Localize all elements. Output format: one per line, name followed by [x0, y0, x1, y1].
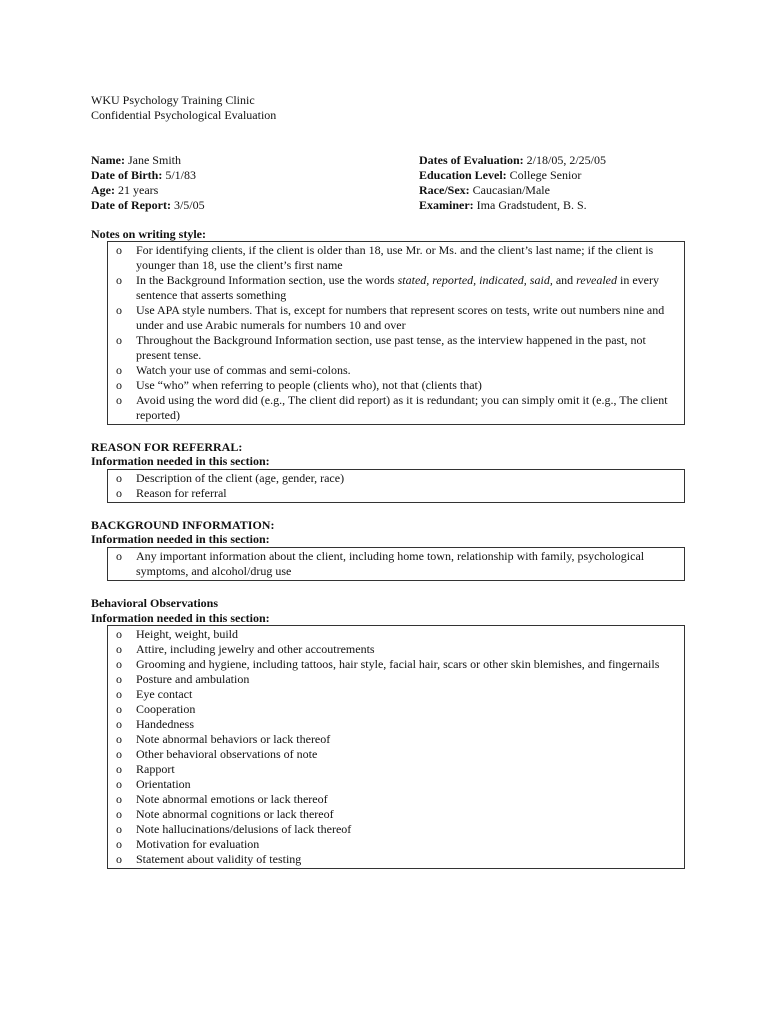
- info-age: Age: 21 years: [91, 183, 159, 197]
- bullet-icon: o: [116, 243, 122, 257]
- list-item: o Reason for referral: [116, 486, 227, 500]
- bullet-icon: o: [116, 471, 122, 485]
- bullet-icon: o: [116, 378, 122, 392]
- list-item: o Posture and ambulation: [116, 672, 250, 686]
- info-education-level: Education Level: College Senior: [419, 168, 582, 182]
- bullet-icon: o: [116, 702, 122, 716]
- bullet-icon: o: [116, 627, 122, 641]
- behavioral-box: [107, 625, 685, 869]
- list-item: o Note abnormal behaviors or lack thereof: [116, 732, 331, 746]
- bullet-icon: o: [116, 837, 122, 851]
- bullet-icon: o: [116, 642, 122, 656]
- background-box: [107, 547, 685, 581]
- bullet-icon: o: [116, 333, 122, 347]
- list-item: o Use APA style numbers. That is, except for numbers that represent scores on tests, write out numbers nine and under and use Arabic numerals for numbers 10 and over: [116, 303, 665, 332]
- list-item: o Statement about validity of testing: [116, 852, 302, 866]
- bullet-icon: o: [116, 657, 122, 671]
- list-item: o Height, weight, build: [116, 627, 238, 641]
- list-item: o Use “who” when referring to people (clients who), not that (clients that): [116, 378, 482, 392]
- info-date-of-report: Date of Report: 3/5/05: [91, 198, 205, 212]
- document-title: Confidential Psychological Evaluation: [91, 108, 277, 122]
- info-name: Name: Jane Smith: [91, 153, 181, 167]
- list-item: o Throughout the Background Information section, use past tense, as the interview happened in the past, not present tense.: [116, 333, 646, 362]
- bullet-icon: o: [116, 747, 122, 761]
- list-item: o Note abnormal emotions or lack thereof: [116, 792, 328, 806]
- info-examiner: Examiner: Ima Gradstudent, B. S.: [419, 198, 587, 212]
- clinic-name: WKU Psychology Training Clinic: [91, 93, 255, 107]
- bullet-icon: o: [116, 687, 122, 701]
- list-item: o Other behavioral observations of note: [116, 747, 318, 761]
- bullet-icon: o: [116, 273, 122, 287]
- list-item: o Motivation for evaluation: [116, 837, 260, 851]
- list-item: o Handedness: [116, 717, 194, 731]
- background-list: [108, 549, 684, 579]
- bullet-icon: o: [116, 777, 122, 791]
- bullet-icon: o: [116, 549, 122, 563]
- list-item: o For identifying clients, if the client is older than 18, use Mr. or Ms. and the client’s last name; if the client is younger than 18, use the client’s first name: [116, 243, 654, 272]
- bullet-icon: o: [116, 792, 122, 806]
- bullet-icon: o: [116, 822, 122, 836]
- info-race-sex: Race/Sex: Caucasian/Male: [419, 183, 550, 197]
- list-item: o Rapport: [116, 762, 175, 776]
- list-item: o Note hallucinations/delusions of lack thereof: [116, 822, 352, 836]
- list-item: o Note abnormal cognitions or lack thereof: [116, 807, 334, 821]
- client-info-left: [91, 153, 205, 213]
- info-dates-of-evaluation: Dates of Evaluation: 2/18/05, 2/25/05: [419, 153, 607, 167]
- info-dob: Date of Birth: 5/1/83: [91, 168, 196, 182]
- behavioral-list: [108, 627, 684, 867]
- client-info-right: [419, 153, 606, 213]
- document-header: [91, 93, 276, 123]
- bullet-icon: o: [116, 393, 122, 407]
- list-item: o Orientation: [116, 777, 191, 791]
- list-item: o Any important information about the client, including home town, relationship with family, psychological symptoms, and alcohol/drug use: [116, 549, 645, 578]
- bullet-icon: o: [116, 852, 122, 866]
- referral-box: [107, 469, 685, 503]
- behavioral-subheading: Information needed in this section:: [91, 611, 270, 625]
- list-item: o Avoid using the word did (e.g., The client did report) as it is redundant; you can simply omit it (e.g., The client reported): [116, 393, 668, 422]
- bullet-icon: o: [116, 486, 122, 500]
- list-item: o Attire, including jewelry and other accoutrements: [116, 642, 375, 656]
- list-item: o In the Background Information section, use the words stated, reported, indicated, said, and revealed in every sentence that asserts something: [116, 273, 659, 302]
- list-item: o Watch your use of commas and semi-colons.: [116, 363, 351, 377]
- notes-box: [107, 241, 685, 425]
- list-item: o Description of the client (age, gender, race): [116, 471, 345, 485]
- behavioral-heading: Behavioral Observations: [91, 596, 219, 610]
- background-heading: BACKGROUND INFORMATION:: [91, 518, 275, 532]
- referral-subheading: Information needed in this section:: [91, 454, 270, 468]
- notes-list: [108, 243, 684, 423]
- background-subheading: Information needed in this section:: [91, 532, 270, 546]
- notes-heading: Notes on writing style:: [91, 227, 206, 241]
- list-item: o Grooming and hygiene, including tattoos, hair style, facial hair, scars or other skin blemishes, and fingernails: [116, 657, 660, 671]
- referral-list: [108, 471, 684, 501]
- bullet-icon: o: [116, 303, 122, 317]
- bullet-icon: o: [116, 807, 122, 821]
- bullet-icon: o: [116, 732, 122, 746]
- bullet-icon: o: [116, 717, 122, 731]
- list-item: o Eye contact: [116, 687, 193, 701]
- list-item: o Cooperation: [116, 702, 196, 716]
- referral-heading: REASON FOR REFERRAL:: [91, 440, 243, 454]
- bullet-icon: o: [116, 363, 122, 377]
- bullet-icon: o: [116, 672, 122, 686]
- bullet-icon: o: [116, 762, 122, 776]
